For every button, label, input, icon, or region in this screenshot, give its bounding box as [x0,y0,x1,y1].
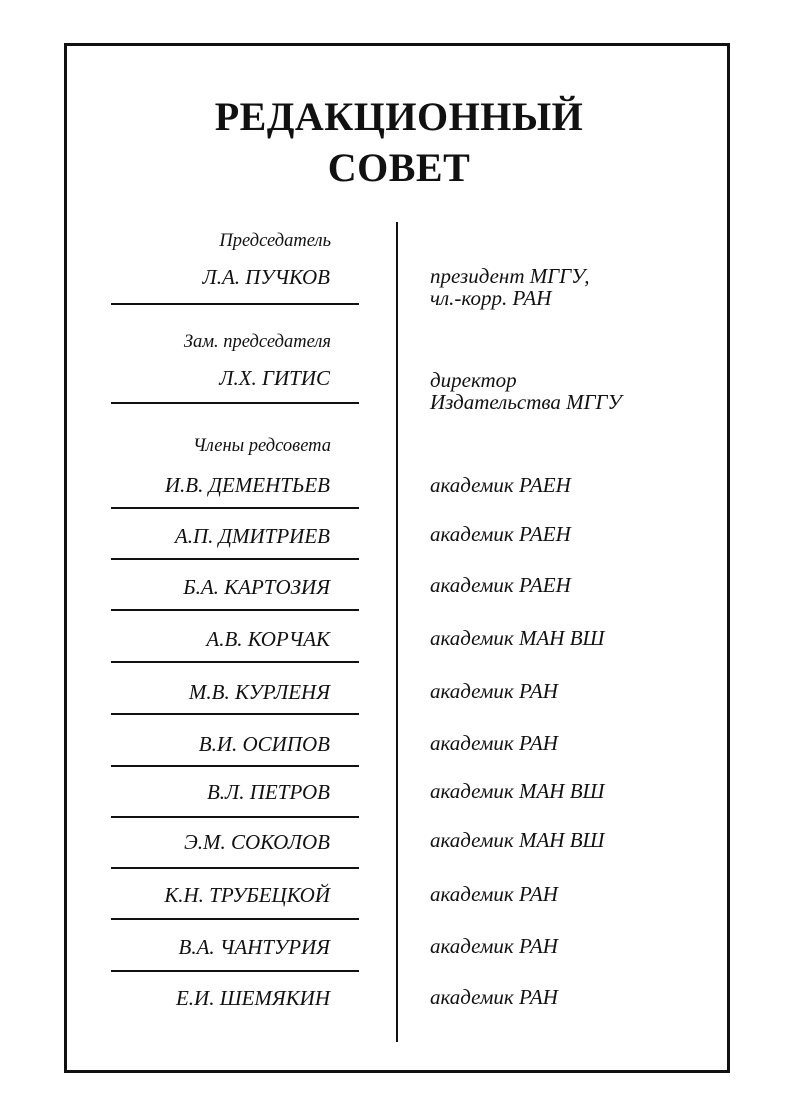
member-position: академик РАЕН [430,522,571,546]
member-position: академик РАН [430,679,558,703]
member-position: академик РАН [430,731,558,755]
members-label: Члены редсовета [192,436,331,456]
separator-line [111,661,359,663]
member-name: В.И. ОСИПОВ [198,732,330,756]
chairman-position-line-2: чл.-корр. РАН [430,286,552,310]
member-name: А.В. КОРЧАК [206,627,330,651]
separator-line [111,970,359,972]
member-position: академик РАЕН [430,573,571,597]
member-name: М.В. КУРЛЕНЯ [188,680,330,704]
separator-line [111,558,359,560]
separator-line [111,609,359,611]
separator-line [111,303,359,305]
chairman-position [430,265,589,309]
deputy-position [430,369,622,413]
separator-line [111,713,359,715]
deputy-position-line-2: Издательства МГГУ [430,390,622,414]
deputy-name: Л.Х. ГИТИС [219,366,330,390]
separator-line [111,765,359,767]
column-divider [396,222,398,1042]
member-position: академик РАН [430,985,558,1009]
chairman-role-label: Председатель [219,231,331,251]
chairman-position-line-1: президент МГГУ, [430,264,590,288]
member-name: Е.И. ШЕМЯКИН [175,986,330,1010]
member-position: академик РАЕН [430,473,571,497]
deputy-role-label: Зам. председателя [183,332,331,352]
member-position: академик МАН ВШ [430,828,605,852]
member-name: Б.А. КАРТОЗИЯ [183,575,330,599]
separator-line [111,918,359,920]
member-name: Э.М. СОКОЛОВ [184,830,330,854]
separator-line [111,402,359,404]
title-line-1: РЕДАКЦИОННЫЙ [214,94,584,139]
separator-line [111,867,359,869]
member-position: академик РАН [430,934,558,958]
member-name: А.П. ДМИТРИЕВ [174,524,330,548]
title-line-2: СОВЕТ [327,145,471,190]
member-position: академик РАН [430,882,558,906]
member-name: И.В. ДЕМЕНТЬЕВ [164,473,330,497]
member-name: К.Н. ТРУБЕЦКОЙ [164,883,330,907]
member-position: академик МАН ВШ [430,779,605,803]
deputy-position-line-1: директор [430,368,517,392]
separator-line [111,507,359,509]
member-name: В.А. ЧАНТУРИЯ [178,935,330,959]
member-position: академик МАН ВШ [430,626,605,650]
member-name: В.Л. ПЕТРОВ [206,780,330,804]
separator-line [111,816,359,818]
chairman-name: Л.А. ПУЧКОВ [202,265,330,289]
